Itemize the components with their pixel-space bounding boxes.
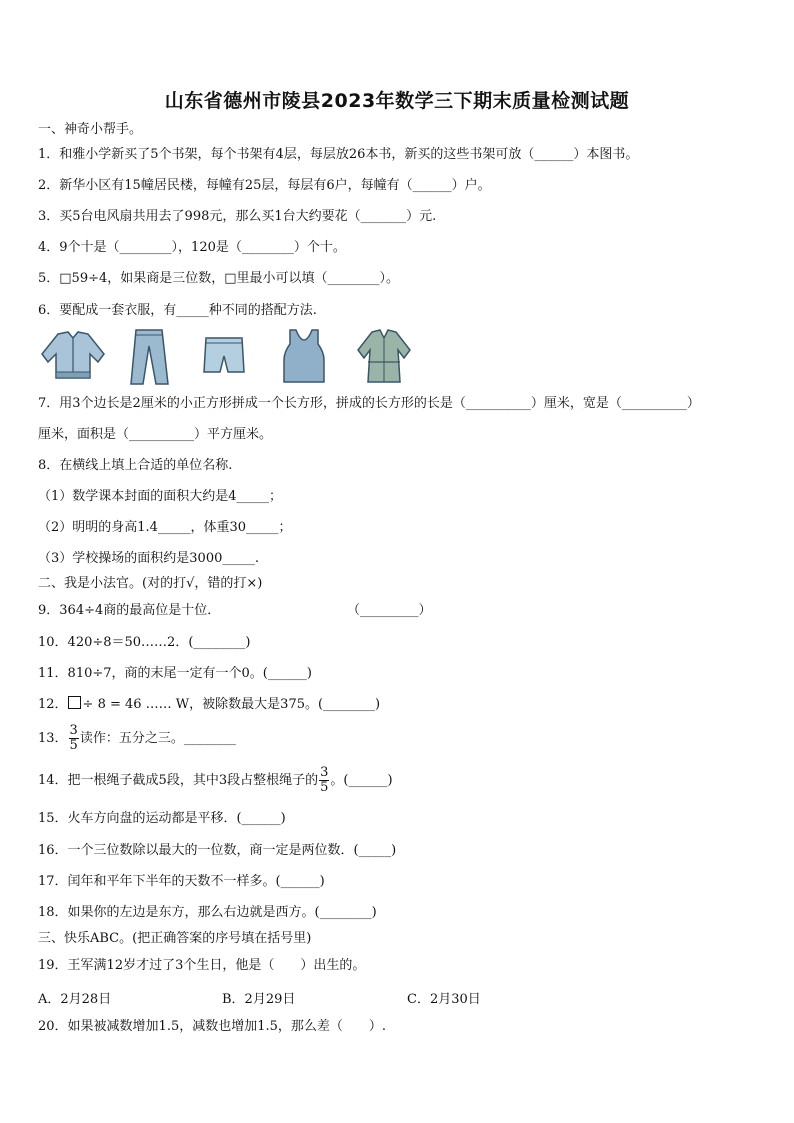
question-14-tail: 。(______)	[330, 773, 393, 788]
question-6: 6．要配成一套衣服，有_____种不同的搭配方法.	[38, 303, 317, 318]
fraction-denominator: 5	[320, 780, 329, 795]
question-19-option-c: C．2月30日	[407, 992, 481, 1007]
page-title: 山东省德州市陵县2023年数学三下期末质量检测试题	[164, 90, 630, 112]
question-9: 9．364÷4商的最高位是十位．	[38, 603, 221, 618]
question-17: 17．闰年和平年下半年的天数不一样多。(______)	[38, 874, 325, 889]
question-12-number: 12．	[38, 697, 68, 712]
fraction-numerator: 3	[320, 765, 329, 780]
jacket-icon	[38, 328, 108, 384]
coat-icon	[354, 328, 414, 384]
question-12	[38, 696, 380, 714]
fraction	[319, 766, 329, 795]
section-3-heading: 三、快乐ABC。(把正确答案的序号填在括号里)	[38, 931, 312, 946]
question-19: 19．王军满12岁才过了3个生日，他是（ ）出生的。	[38, 958, 366, 973]
question-14-text: 14．把一根绳子截成5段，其中3段占整根绳子的	[38, 773, 319, 788]
question-14	[38, 766, 393, 795]
section-2-heading: 二、我是小法官。(对的打√，错的打×)	[38, 576, 263, 591]
fraction	[69, 724, 79, 753]
shorts-icon	[200, 328, 248, 378]
question-13-text: 读作：五分之三。________	[79, 731, 236, 746]
vest-icon	[278, 328, 330, 384]
question-5: 5．□59÷4，如果商是三位数，□里最小可以填（________）。	[38, 271, 400, 286]
clothing-pictures	[38, 328, 418, 388]
fraction-denominator: 5	[69, 738, 78, 753]
question-8-part-3: （3）学校操场的面积约是3000_____.	[38, 551, 259, 566]
question-8-part-1: （1）数学课本封面的面积大约是4_____；	[38, 489, 283, 504]
question-4: 4．9个十是（________），120是（________）个十。	[38, 240, 346, 255]
section-1-heading: 一、神奇小帮手。	[38, 122, 143, 137]
question-16: 16．一个三位数除以最大的一位数，商一定是两位数．(_____)	[38, 843, 397, 858]
question-8: 8．在横线上填上合适的单位名称.	[38, 458, 233, 473]
question-7-line-2: 厘米，面积是（__________）平方厘米。	[38, 427, 273, 442]
question-20: 20．如果被减数增加1.5，减数也增加1.5，那么差（ ）.	[38, 1019, 387, 1034]
question-15: 15．火车方向盘的运动都是平移．(______)	[38, 811, 286, 826]
question-8-part-2: （2）明明的身高1.4_____，体重30_____；	[38, 520, 292, 535]
question-12-text: ÷ 8 = 46 …… W，被除数最大是375。(________)	[82, 697, 381, 712]
question-3: 3．买5台电风扇共用去了998元，那么买1台大约要花（_______）元.	[38, 209, 437, 224]
question-19-option-a: A．2月28日	[38, 992, 112, 1007]
question-7-line-1: 7．用3个边长是2厘米的小正方形拼成一个长方形，拼成的长方形的长是（__________）厘米，宽是（__________）	[38, 396, 700, 411]
question-18: 18．如果你的左边是东方，那么右边就是西方。(________)	[38, 905, 377, 920]
question-19-option-b: B．2月29日	[222, 992, 296, 1007]
question-9-blank: （_________）	[347, 603, 432, 618]
question-13	[38, 724, 236, 753]
question-2: 2．新华小区有15幢居民楼，每幢有25层，每层有6户，每幢有（______）户。	[38, 178, 491, 193]
question-13-number: 13．	[38, 731, 68, 746]
blank-box	[68, 696, 81, 709]
fraction-numerator: 3	[69, 723, 78, 738]
question-1: 1．和雅小学新买了5个书架，每个书架有4层，每层放26本书，新买的这些书架可放（______）本图书。	[38, 147, 639, 162]
question-10: 10．420÷8＝50……2．(________)	[38, 635, 251, 650]
trousers-icon	[126, 328, 172, 386]
question-11: 11．810÷7，商的末尾一定有一个0。(______)	[38, 666, 312, 681]
